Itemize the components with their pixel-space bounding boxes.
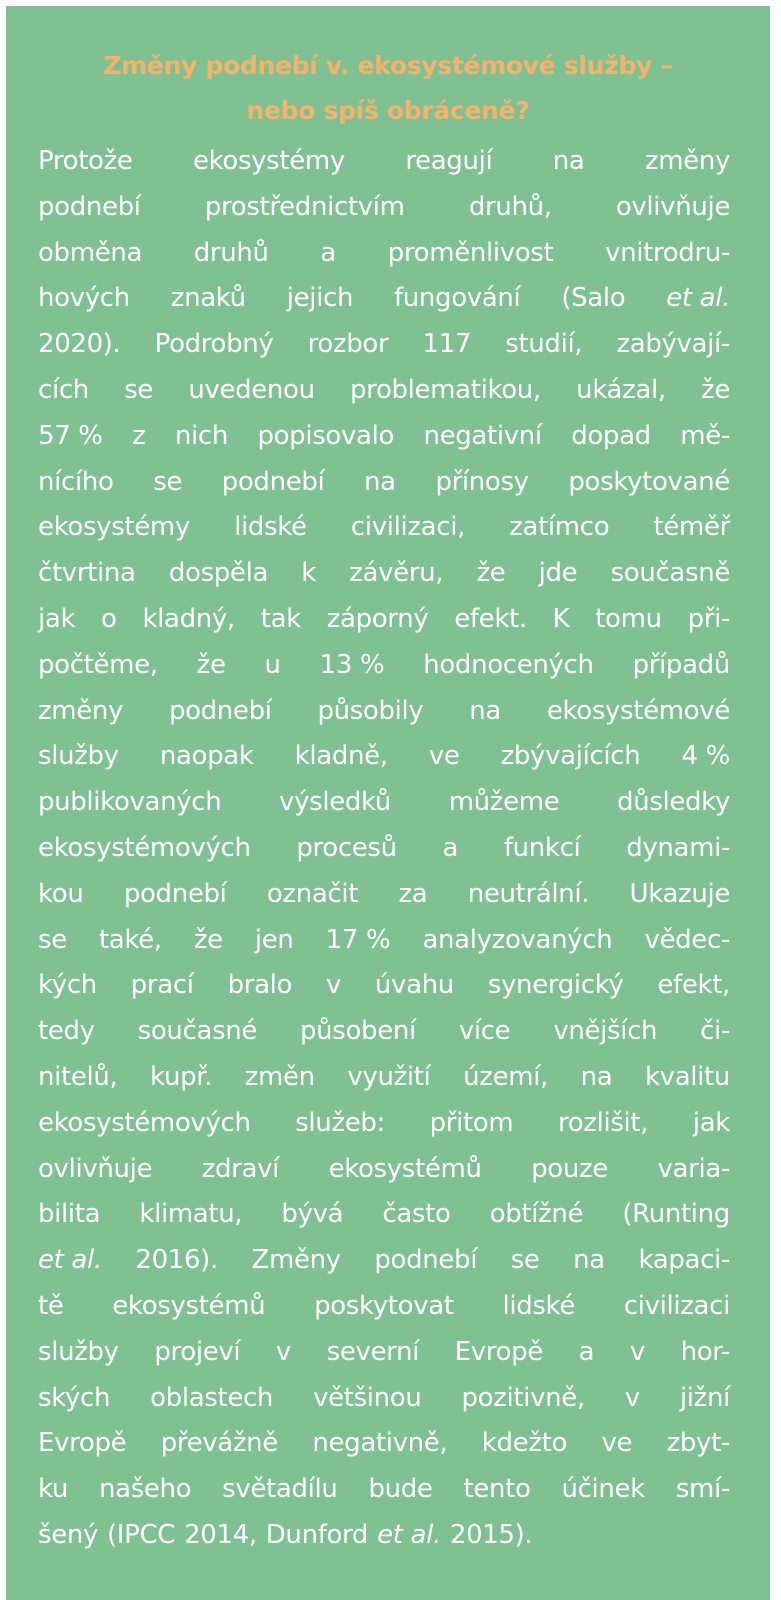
- text-word: Protože: [38, 146, 133, 176]
- text-word: efekt.: [454, 603, 527, 634]
- text-line: [38, 1009, 730, 1055]
- text-word: často: [382, 1199, 451, 1230]
- text-word: zabývají-: [616, 329, 730, 360]
- text-word: jde: [538, 558, 578, 589]
- text-word: využití: [347, 1061, 431, 1092]
- text-word: a: [320, 237, 336, 268]
- text-word: smí-: [675, 1474, 730, 1505]
- text-word: přínosy: [435, 466, 529, 497]
- text-word: ve: [428, 741, 460, 772]
- box-title-line: nebo spíš obráceně?: [246, 96, 530, 125]
- text-word: negativně,: [312, 1428, 448, 1459]
- text-line: [38, 826, 730, 872]
- text-word: můžeme: [448, 787, 560, 818]
- text-word: Dunford: [265, 1519, 369, 1550]
- box-title: [6, 43, 770, 133]
- text-word: o: [101, 603, 117, 634]
- text-word: bralo: [227, 970, 293, 1001]
- text-word: prostřednictvím: [204, 191, 405, 222]
- text-word: hových: [38, 283, 130, 314]
- text-word: 13 %: [319, 649, 385, 680]
- text-word: kupř.: [150, 1061, 213, 1092]
- text-line: [38, 1513, 730, 1559]
- text-word: jen: [254, 924, 294, 955]
- text-word: čtvrtina: [38, 558, 136, 589]
- text-line: [38, 505, 730, 551]
- text-word: prací: [130, 970, 194, 1001]
- text-word: podnebí: [374, 1245, 478, 1276]
- text-word: podnebí: [168, 695, 272, 726]
- text-word: problematikou,: [350, 374, 541, 405]
- text-word: jejich: [286, 283, 354, 314]
- text-word: dopad: [571, 420, 651, 451]
- text-line: [38, 231, 730, 277]
- text-word: tě: [38, 1290, 64, 1321]
- text-word: vnitrodru-: [605, 237, 730, 268]
- text-word: kých: [38, 970, 97, 1001]
- text-word: uvedenou: [188, 374, 315, 405]
- text-word: (IPCC: [107, 1519, 176, 1550]
- text-word: vědec-: [644, 924, 730, 955]
- text-word: služeb:: [295, 1107, 385, 1138]
- text-word: civilizaci,: [350, 512, 465, 543]
- text-word: 2020).: [38, 329, 121, 360]
- text-word: v: [629, 1336, 645, 1367]
- text-line: [38, 963, 730, 1009]
- text-word: kapaci-: [638, 1245, 730, 1276]
- text-word: tedy: [38, 1016, 95, 1047]
- text-word: tak: [260, 603, 301, 634]
- text-word: či-: [700, 1016, 730, 1047]
- text-word: více: [458, 1016, 511, 1047]
- text-word: 117: [422, 329, 472, 360]
- text-word: se: [124, 374, 154, 405]
- text-word: zbývajících: [500, 741, 641, 772]
- text-word: změny: [38, 695, 124, 726]
- text-word: et al.: [377, 1519, 441, 1550]
- text-line: [38, 185, 730, 231]
- text-word: Ukazuje: [629, 878, 730, 909]
- text-line: [38, 1330, 730, 1376]
- text-word: obměna: [38, 237, 143, 268]
- text-word: reagují: [405, 146, 493, 176]
- text-word: jižní: [679, 1382, 730, 1413]
- text-line: [38, 414, 730, 460]
- text-word: varia-: [657, 1153, 730, 1184]
- text-word: že: [701, 374, 730, 405]
- text-word: v: [325, 970, 342, 1001]
- text-line: [38, 597, 730, 643]
- text-word: severní: [326, 1336, 420, 1367]
- text-word: 4 %: [681, 741, 730, 772]
- text-word: jak: [692, 1107, 730, 1138]
- text-word: většinou: [313, 1382, 422, 1413]
- text-line: [38, 643, 730, 689]
- text-word: 2014,: [184, 1519, 257, 1550]
- text-word: ve: [601, 1428, 633, 1459]
- text-word: téměř: [653, 512, 730, 543]
- text-line: [38, 918, 730, 964]
- text-line: [38, 872, 730, 918]
- text-word: změny: [644, 146, 730, 176]
- text-word: 2016).: [135, 1245, 218, 1276]
- text-word: úvahu: [374, 970, 454, 1001]
- text-word: naopak: [159, 741, 254, 772]
- text-word: lidské: [502, 1290, 575, 1321]
- text-word: služby: [38, 1336, 119, 1367]
- text-word: přitom: [429, 1107, 514, 1138]
- text-word: při-: [687, 603, 730, 634]
- text-word: tento: [463, 1474, 531, 1505]
- text-word: klimatu,: [139, 1199, 243, 1230]
- text-word: bilita: [38, 1199, 101, 1230]
- text-word: ovlivňuje: [615, 191, 730, 222]
- text-word: k: [301, 558, 316, 589]
- text-line: [38, 460, 730, 506]
- text-word: počtěme,: [38, 649, 158, 680]
- text-word: druhů,: [468, 191, 552, 222]
- text-word: závěru,: [349, 558, 444, 589]
- text-word: působení: [300, 1016, 416, 1047]
- text-word: (Runting: [622, 1199, 730, 1230]
- text-word: K: [552, 603, 570, 634]
- text-line: [38, 1147, 730, 1193]
- text-word: hor-: [680, 1336, 730, 1367]
- text-word: současně: [610, 558, 730, 589]
- text-word: zatímco: [509, 512, 610, 543]
- text-word: Podrobný: [154, 329, 274, 360]
- text-word: záporný: [326, 603, 429, 634]
- text-word: obtížné: [489, 1199, 584, 1230]
- text-line: [38, 551, 730, 597]
- text-word: důsledky: [617, 787, 730, 818]
- text-word: území,: [463, 1061, 548, 1092]
- text-word: cích: [38, 374, 89, 405]
- text-word: zdraví: [201, 1153, 280, 1184]
- text-line: [38, 276, 730, 322]
- text-word: že: [476, 558, 506, 589]
- text-word: ekosystémů: [328, 1153, 482, 1184]
- text-word: poskytovat: [314, 1290, 454, 1321]
- text-word: oblastech: [150, 1382, 274, 1413]
- text-line: [38, 1238, 730, 1284]
- text-word: ovlivňuje: [38, 1153, 153, 1184]
- text-word: rozlišit,: [557, 1107, 649, 1138]
- text-word: synergický: [487, 970, 624, 1001]
- text-word: vnějších: [553, 1016, 658, 1047]
- box-body-text: [38, 139, 730, 1559]
- text-word: ku: [38, 1474, 69, 1505]
- text-word: účinek: [561, 1474, 645, 1505]
- text-line: [38, 1376, 730, 1422]
- text-word: kou: [38, 878, 84, 909]
- text-word: bude: [368, 1474, 433, 1505]
- text-word: šený: [38, 1519, 99, 1550]
- text-word: podnebí: [221, 466, 325, 497]
- text-word: na: [580, 1061, 613, 1092]
- text-word: lidské: [234, 512, 307, 543]
- text-word: ekosystémové: [546, 695, 730, 726]
- text-word: neutrální.: [467, 878, 590, 909]
- text-word: výsledků: [279, 787, 392, 818]
- text-word: funkcí: [503, 832, 581, 863]
- text-word: rozbor: [307, 329, 389, 360]
- text-line: [38, 1055, 730, 1101]
- text-word: se: [38, 924, 67, 955]
- text-word: znaků: [170, 283, 246, 314]
- text-word: případů: [632, 649, 730, 680]
- text-word: v: [275, 1336, 291, 1367]
- text-word: u: [264, 649, 281, 680]
- text-word: se: [153, 466, 183, 497]
- text-word: ekosystémy: [192, 146, 345, 176]
- text-word: druhů: [193, 237, 269, 268]
- text-word: jak: [38, 603, 76, 634]
- text-line: [38, 1192, 730, 1238]
- text-word: Změny: [251, 1245, 341, 1276]
- box-title-line: Změny podnebí v. ekosystémové služby –: [103, 51, 673, 80]
- text-word: dynami-: [626, 832, 730, 863]
- text-word: projeví: [154, 1336, 241, 1367]
- info-box: [6, 6, 770, 1600]
- text-word: tomu: [595, 603, 662, 634]
- text-word: et al.: [666, 283, 730, 314]
- text-word: studií,: [505, 329, 583, 360]
- text-word: změn: [244, 1061, 315, 1092]
- text-line: [38, 1421, 730, 1467]
- text-word: na: [364, 466, 396, 497]
- text-line: [38, 780, 730, 826]
- text-word: služby: [38, 741, 119, 772]
- text-word: Evropě: [454, 1336, 543, 1367]
- text-line: [38, 1284, 730, 1330]
- text-word: ekosystémových: [38, 1107, 251, 1138]
- text-word: ekosystémových: [38, 832, 251, 863]
- text-word: dospěla: [168, 558, 269, 589]
- text-word: negativní: [423, 420, 542, 451]
- text-word: ských: [38, 1382, 111, 1413]
- text-word: na: [469, 695, 501, 726]
- text-word: bývá: [281, 1199, 344, 1230]
- text-word: nich: [174, 420, 228, 451]
- text-word: proměnlivost: [387, 237, 554, 268]
- text-line: [38, 734, 730, 780]
- text-word: kladný,: [142, 603, 235, 634]
- text-word: 17 %: [325, 924, 391, 955]
- text-word: mě-: [680, 420, 730, 451]
- text-word: také,: [98, 924, 162, 955]
- text-word: že: [193, 924, 223, 955]
- text-word: nícího: [38, 466, 114, 497]
- text-word: popisovalo: [257, 420, 394, 451]
- text-word: analyzovaných: [422, 924, 613, 955]
- text-word: se: [510, 1245, 540, 1276]
- text-word: poskytované: [568, 466, 730, 497]
- text-line: [38, 139, 730, 185]
- text-word: označit: [266, 878, 359, 909]
- text-word: na: [573, 1245, 605, 1276]
- text-word: kladně,: [294, 741, 388, 772]
- text-word: Evropě: [38, 1428, 127, 1459]
- text-line: [38, 1467, 730, 1513]
- text-word: za: [398, 878, 428, 909]
- text-word: kdežto: [481, 1428, 568, 1459]
- text-word: a: [442, 832, 459, 863]
- text-word: publikovaných: [38, 787, 222, 818]
- text-word: pouze: [531, 1153, 608, 1184]
- text-word: z: [132, 420, 146, 451]
- text-line: [38, 689, 730, 735]
- text-word: 2015).: [449, 1519, 533, 1550]
- text-word: zbyt-: [666, 1428, 730, 1459]
- text-word: efekt,: [657, 970, 730, 1001]
- text-word: a: [578, 1336, 595, 1367]
- text-word: kvalitu: [644, 1061, 730, 1092]
- text-word: na: [552, 146, 585, 176]
- text-word: podnebí: [123, 878, 227, 909]
- text-word: ekosystémy: [38, 512, 190, 543]
- text-word: pozitivně,: [461, 1382, 585, 1413]
- text-word: že: [196, 649, 226, 680]
- text-word: civilizaci: [623, 1290, 730, 1321]
- text-word: procesů: [296, 832, 397, 863]
- text-word: fungování: [394, 283, 521, 314]
- text-line: [38, 322, 730, 368]
- text-word: v: [624, 1382, 640, 1413]
- text-word: našeho: [98, 1474, 192, 1505]
- text-word: et al.: [38, 1245, 102, 1276]
- text-word: (Salo: [561, 283, 626, 314]
- text-word: převážně: [160, 1428, 278, 1459]
- text-word: světadílu: [222, 1474, 338, 1505]
- text-line: [38, 1101, 730, 1147]
- text-word: působily: [317, 695, 424, 726]
- text-word: podnebí: [38, 191, 141, 222]
- text-word: nitelů,: [38, 1061, 118, 1092]
- text-word: 57 %: [38, 420, 103, 451]
- text-word: současné: [137, 1016, 258, 1047]
- text-word: ukázal,: [576, 374, 666, 405]
- text-word: ekosystémů: [112, 1290, 266, 1321]
- text-line: [38, 368, 730, 414]
- text-word: hodnocených: [423, 649, 594, 680]
